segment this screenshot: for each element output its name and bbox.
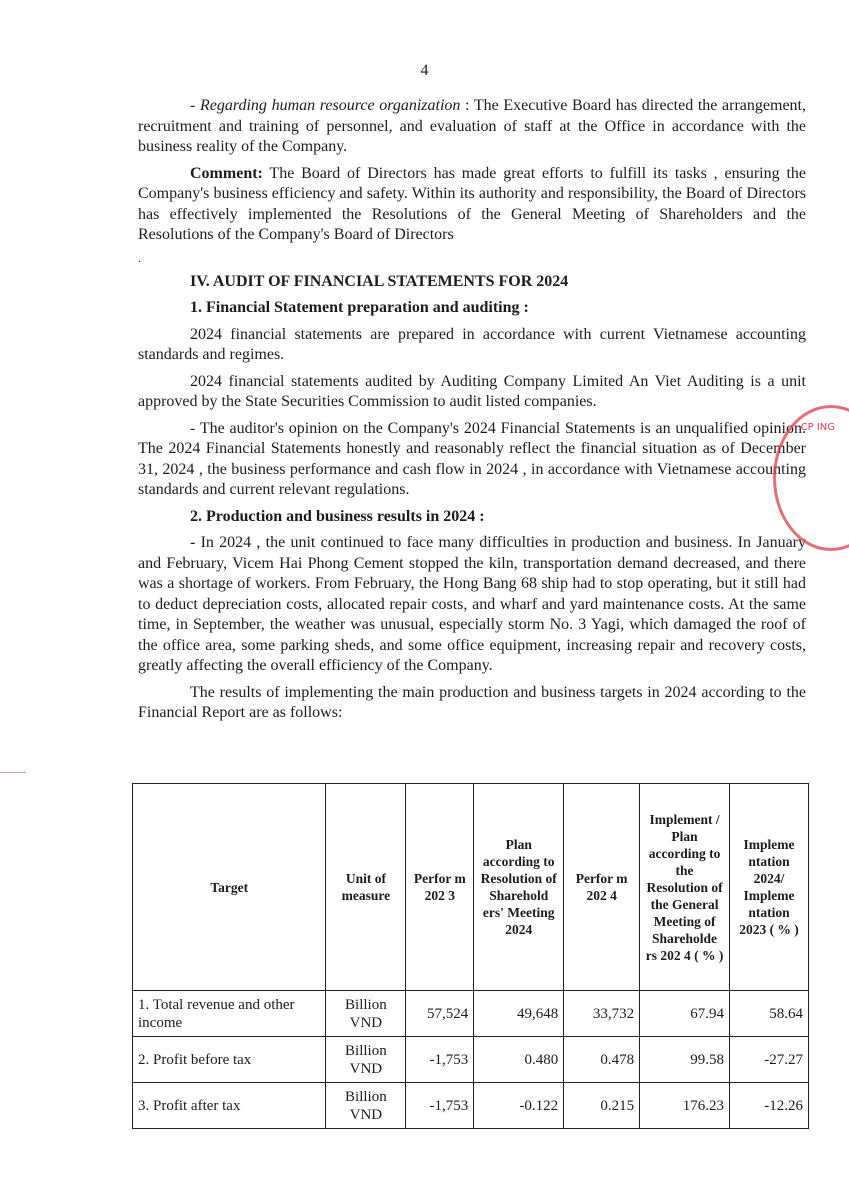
table-header-row <box>133 784 809 991</box>
cell-impl-vs-plan: 67.94 <box>640 991 730 1037</box>
cell-target: 3. Profit after tax <box>133 1083 326 1129</box>
hr-text: : The Executive Board has directed the arrangement, recruitment and training of personnel, and evaluation of staff at the Office in accordance with the business reality of the Company. <box>138 97 807 155</box>
header-perform-2023: Perfor m 202 3 <box>406 784 474 991</box>
cell-perform-2023: 57,524 <box>406 991 474 1037</box>
table-row <box>133 1083 809 1129</box>
cell-unit: Billion VND <box>326 991 406 1037</box>
hr-lead: - Regarding human resource organization <box>190 97 461 114</box>
cell-perform-2024: 0.478 <box>564 1037 640 1083</box>
section-heading: IV. AUDIT OF FINANCIAL STATEMENTS FOR 2024 <box>190 272 569 290</box>
cell-plan-2024: -0.122 <box>474 1083 564 1129</box>
results-table <box>132 783 809 1129</box>
header-impl-vs-2023: Impleme ntation 2024/ Impleme ntation 2023 ( % ) <box>730 784 809 991</box>
cell-plan-2024: 49,648 <box>474 991 564 1037</box>
cell-target: 1. Total revenue and other income <box>133 991 326 1037</box>
results-intro-paragraph: The results of implementing the main production and business targets in 2024 according to the Financial Report are as follows: <box>138 683 806 721</box>
hr-paragraph <box>138 96 806 158</box>
subsection-1-heading: 1. Financial Statement preparation and auditing : <box>190 299 529 316</box>
cell-plan-2024: 0.480 <box>474 1037 564 1083</box>
cell-target: 2. Profit before tax <box>133 1037 326 1083</box>
cell-impl-vs-2023: -27.27 <box>730 1037 809 1083</box>
difficulties-paragraph: - In 2024 , the unit continued to face many difficulties in production and business. In January and February, Vicem Hai Phong Cement stopped the kiln, transportation demand decreased, and there was a shortage of workers. From February, the Hong Bang 68 ship had to stop operating, but it still had to deduct depreciation costs, allocated repair costs, and wharf and yard maintenance costs. At the same time, in September, the weather was unusual, especially storm No. 3 Yagi, which damaged the roof of the office area, some parking sheds, and some office equipment, increasing repair and recovery costs, greatly affecting the overall efficiency of the Company. <box>138 534 806 674</box>
cell-impl-vs-2023: 58.64 <box>730 991 809 1037</box>
seal-text: CP ING <box>800 422 835 433</box>
fs-audited-paragraph: 2024 financial statements audited by Auditing Company Limited An Viet Auditing is a unit approved by the State Securities Commission to audit listed companies. <box>138 372 806 410</box>
comment-paragraph <box>138 164 806 246</box>
comment-label: Comment: <box>190 164 263 182</box>
cell-perform-2024: 0.215 <box>564 1083 640 1129</box>
fs-prepared-paragraph: 2024 financial statements are prepared in accordance with current Vietnamese accounting standards and regimes. <box>138 325 806 363</box>
subsection-2-heading: 2. Production and business results in 2024 : <box>190 507 485 525</box>
table-row <box>133 991 809 1037</box>
cell-impl-vs-2023: -12.26 <box>730 1083 809 1129</box>
header-unit: Unit of measure <box>326 784 406 991</box>
header-impl-vs-plan: Implement / Plan according to the Resolution of the General Meeting of Shareholde rs 202 4 ( % ) <box>640 784 730 991</box>
page-number: 4 <box>420 62 429 79</box>
stray-mark: . <box>138 250 141 265</box>
cell-impl-vs-plan: 176.23 <box>640 1083 730 1129</box>
cell-perform-2023: -1,753 <box>406 1037 474 1083</box>
header-perform-2024: Perfor m 202 4 <box>564 784 640 991</box>
cell-perform-2024: 33,732 <box>564 991 640 1037</box>
table-row <box>133 1037 809 1083</box>
cell-unit: Billion VND <box>326 1083 406 1129</box>
header-target: Target <box>133 784 326 991</box>
cell-unit: Billion VND <box>326 1037 406 1083</box>
auditor-opinion-paragraph: - The auditor's opinion on the Company's 2024 Financial Statements is an unqualified opinion. The 2024 Financial Statements honestly and reasonably reflect the financial situation as of December 31, 2024 , the business performance and cash flow in 2024 , in accordance with Vietnamese accounting standards and current relevant regulations. <box>138 419 806 498</box>
comment-text: The Board of Directors has made great efforts to fulfill its tasks , ensuring the Company's business efficiency and safety. Within its authority and responsibility, the Board of Directors has effectively implemented the Resolutions of the General Meeting of Shareholders and the Resolutions of the Company's Board of Directors <box>138 164 806 243</box>
header-plan-2024: Plan according to Resolution of Sharehold ers' Meeting 2024 <box>474 784 564 991</box>
document-body <box>138 96 806 730</box>
cell-impl-vs-plan: 99.58 <box>640 1037 730 1083</box>
margin-mark <box>0 772 26 773</box>
cell-perform-2023: -1,753 <box>406 1083 474 1129</box>
